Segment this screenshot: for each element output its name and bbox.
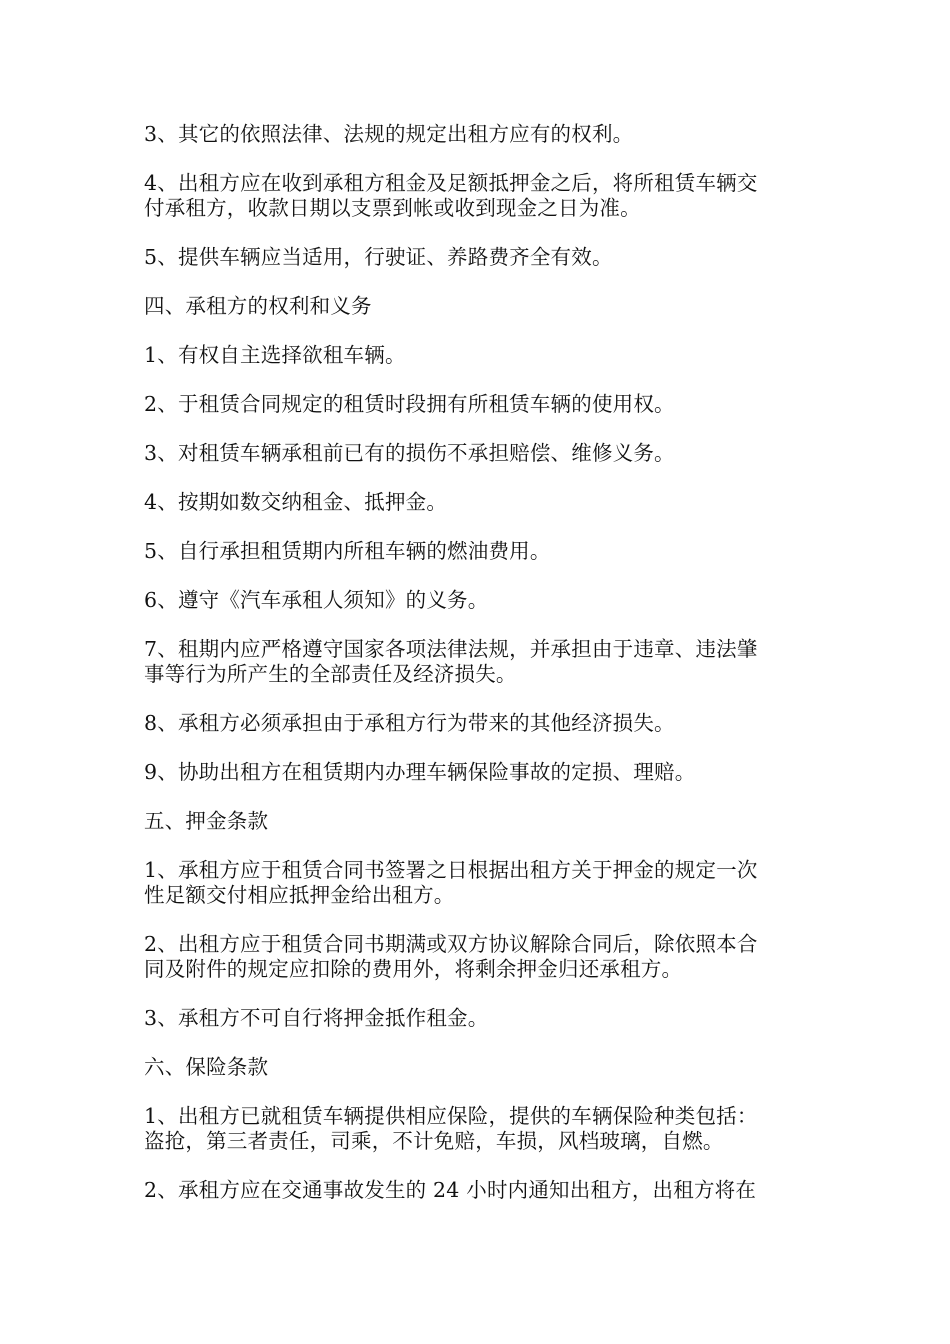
- text-line: 性足额交付相应抵押金给出租方。: [144, 883, 455, 907]
- clause-paragraph: [144, 122, 812, 147]
- text-line: 五、押金条款: [144, 809, 269, 833]
- text-line: 同及附件的规定应扣除的费用外，将剩余押金归还承租方。: [144, 957, 683, 981]
- text-line: 8、承租方必须承担由于承租方行为带来的其他经济损失。: [144, 711, 675, 735]
- clause-paragraph: [144, 490, 812, 515]
- text-line: 事等行为所产生的全部责任及经济损失。: [144, 662, 517, 686]
- clause-paragraph: [144, 1006, 812, 1031]
- text-line: 5、自行承担租赁期内所租车辆的燃油费用。: [144, 539, 551, 563]
- clause-paragraph: [144, 588, 812, 613]
- text-line: 四、承租方的权利和义务: [144, 294, 372, 318]
- text-line: 1、出租方已就租赁车辆提供相应保险，提供的车辆保险种类包括：: [144, 1104, 758, 1128]
- clause-paragraph: [144, 858, 812, 908]
- text-line: 六、保险条款: [144, 1055, 269, 1079]
- text-line: 1、承租方应于租赁合同书签署之日根据出租方关于押金的规定一次: [144, 858, 758, 882]
- text-line: 2、承租方应在交通事故发生的 24 小时内通知出租方，出租方将在: [144, 1178, 757, 1202]
- text-line: 3、其它的依照法律、法规的规定出租方应有的权利。: [144, 122, 634, 146]
- clause-paragraph: [144, 1104, 812, 1154]
- clause-paragraph: [144, 441, 812, 466]
- clause-paragraph: [144, 343, 812, 368]
- text-line: 6、遵守《汽车承租人须知》的义务。: [144, 588, 489, 612]
- text-line: 5、提供车辆应当适用，行驶证、养路费齐全有效。: [144, 245, 613, 269]
- text-line: 4、按期如数交纳租金、抵押金。: [144, 490, 448, 514]
- clause-paragraph: [144, 637, 812, 687]
- clause-paragraph: [144, 392, 812, 417]
- clause-paragraph: [144, 171, 812, 221]
- clause-paragraph: [144, 711, 812, 736]
- clause-paragraph: [144, 760, 812, 785]
- section-heading: [144, 1055, 812, 1080]
- text-line: 1、有权自主选择欲租车辆。: [144, 343, 406, 367]
- clause-paragraph: [144, 1178, 812, 1203]
- clause-paragraph: [144, 932, 812, 982]
- text-line: 7、租期内应严格遵守国家各项法律法规，并承担由于违章、违法肇: [144, 637, 758, 661]
- text-line: 3、对租赁车辆承租前已有的损伤不承担赔偿、维修义务。: [144, 441, 675, 465]
- text-line: 9、协助出租方在租赁期内办理车辆保险事故的定损、理赔。: [144, 760, 696, 784]
- clause-paragraph: [144, 245, 812, 270]
- clause-paragraph: [144, 539, 812, 564]
- text-line: 2、出租方应于租赁合同书期满或双方协议解除合同后，除依照本合: [144, 932, 758, 956]
- text-line: 3、承租方不可自行将押金抵作租金。: [144, 1006, 489, 1030]
- text-line: 付承租方，收款日期以支票到帐或收到现金之日为准。: [144, 196, 641, 220]
- text-line: 4、出租方应在收到承租方租金及足额抵押金之后，将所租赁车辆交: [144, 171, 758, 195]
- section-heading: [144, 294, 812, 319]
- text-line: 2、于租赁合同规定的租赁时段拥有所租赁车辆的使用权。: [144, 392, 675, 416]
- text-line: 盗抢，第三者责任，司乘，不计免赔，车损，风档玻璃，自燃。: [144, 1129, 724, 1153]
- section-heading: [144, 809, 812, 834]
- document-body: [144, 122, 812, 1227]
